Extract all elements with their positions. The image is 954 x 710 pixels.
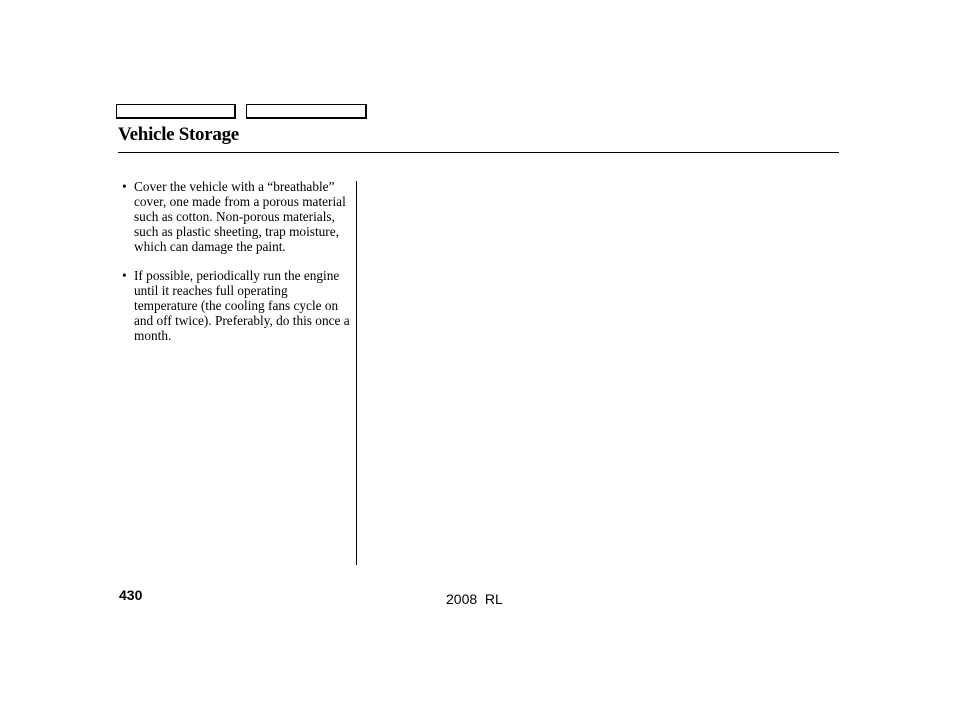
page-title: Vehicle Storage: [118, 124, 239, 145]
title-divider: [118, 152, 839, 153]
column-divider: [356, 181, 357, 565]
nav-button-previous[interactable]: [116, 104, 236, 119]
list-item: [122, 269, 352, 344]
nav-button-next[interactable]: [246, 104, 367, 119]
list-item: [122, 180, 352, 255]
bullet-icon: •: [122, 268, 127, 284]
footer-model-label: 2008 RL: [446, 591, 503, 607]
list-item-text: If possible, periodically run the engine until it reaches full operating temperature (the cooling fans cycle on and off twice). Preferably, do this once a month.: [134, 268, 350, 344]
list-item-text: Cover the vehicle with a “breathable” cover, one made from a porous material such as cotton. Non-porous materials, such as plastic sheeting, trap moisture, which can damage the paint.: [134, 179, 346, 254]
page-number: 430: [119, 587, 143, 603]
bullet-list: [122, 180, 352, 359]
bullet-icon: •: [122, 179, 127, 194]
